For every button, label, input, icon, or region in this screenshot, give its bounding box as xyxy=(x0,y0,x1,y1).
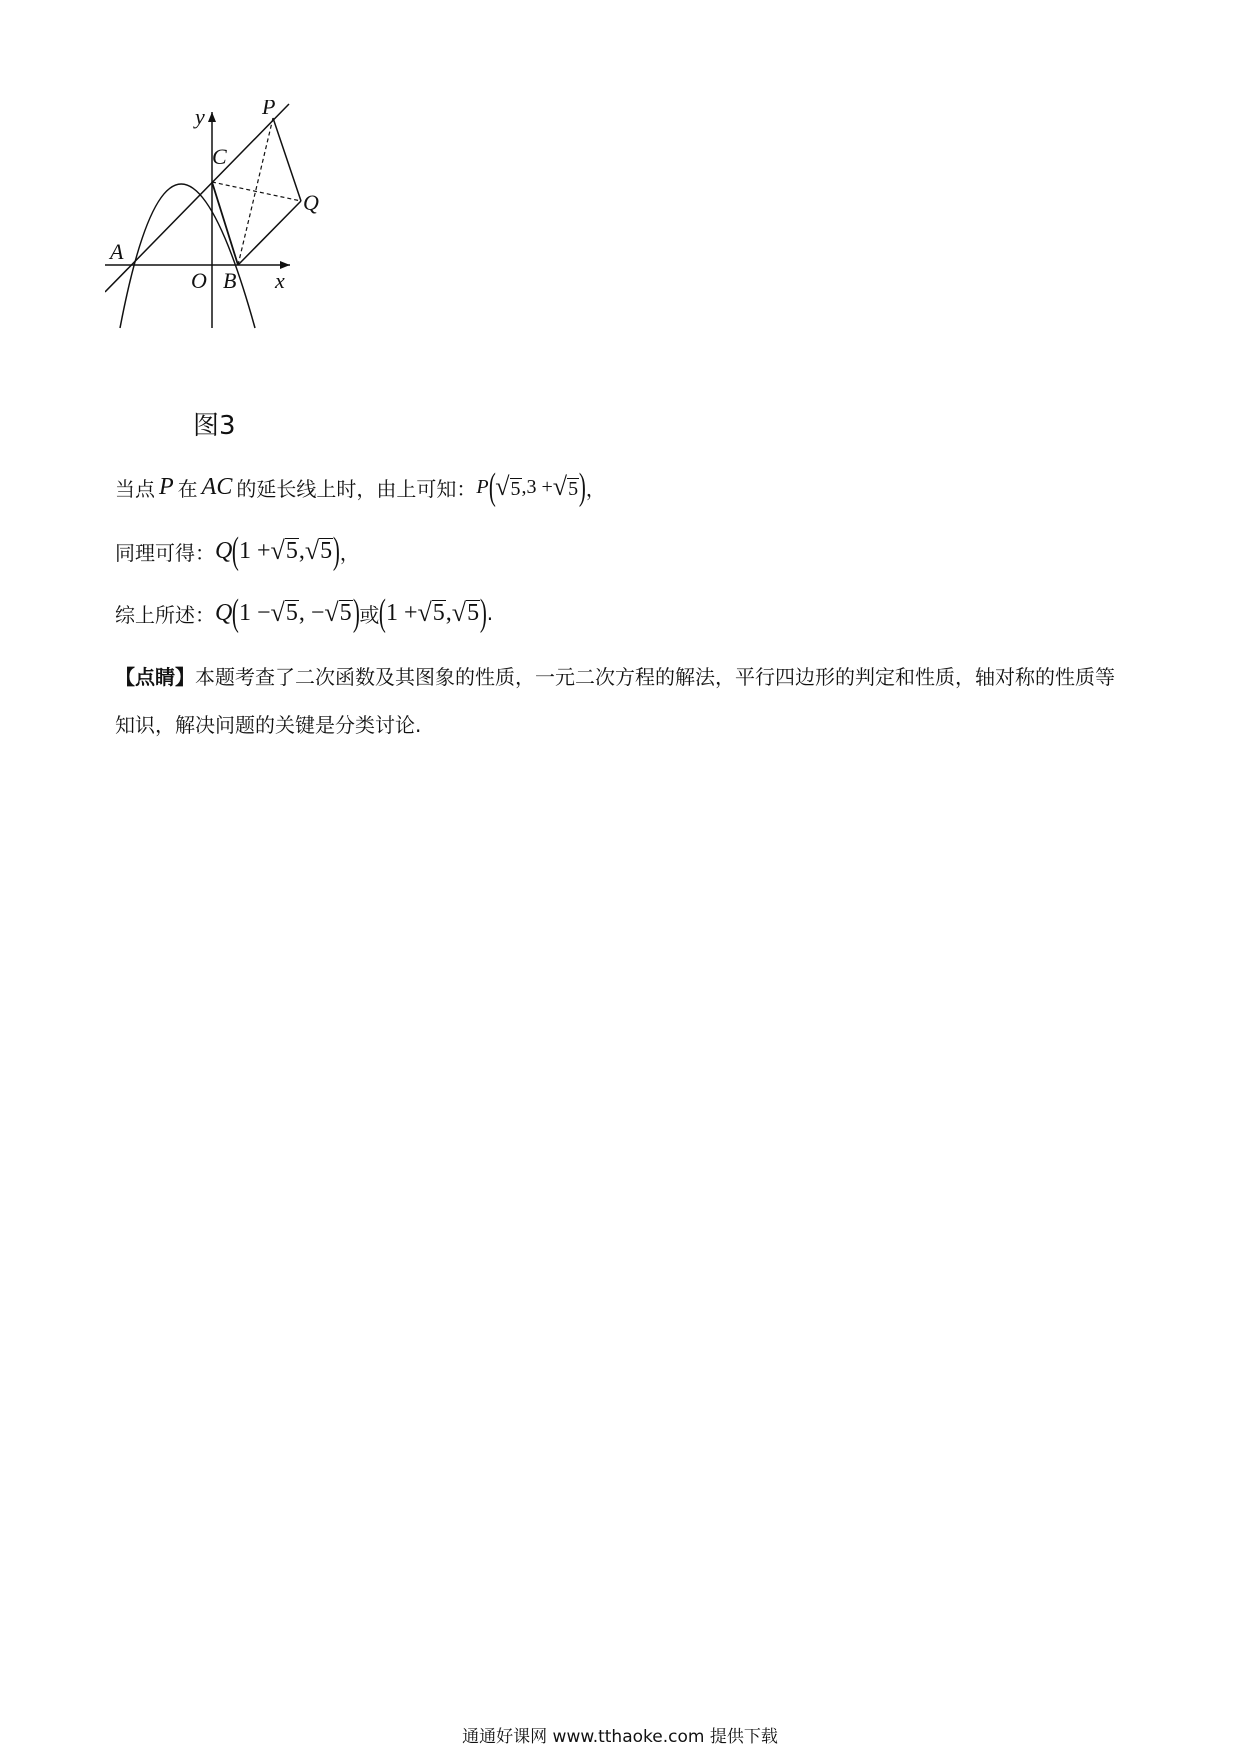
key-point-tag: 【点睛】 xyxy=(115,665,195,689)
point-expression-1: Q ( 1 − √ 5 , − √ 5 ) xyxy=(215,592,360,634)
label-p: P xyxy=(262,100,276,119)
solution-line-1 xyxy=(115,468,606,506)
parabola-diagram xyxy=(105,100,365,375)
label-b: B xyxy=(223,268,237,293)
diagonal-cq xyxy=(212,182,301,201)
solution-line-3 xyxy=(115,594,493,632)
text: 综上所述： xyxy=(115,602,215,627)
var-ac: AC xyxy=(201,473,233,500)
label-c: C xyxy=(212,144,227,169)
label-q: Q xyxy=(303,190,319,215)
label-a: A xyxy=(110,239,124,264)
label-o: O xyxy=(191,268,207,293)
var-p: P xyxy=(159,473,174,500)
text: ， xyxy=(585,476,606,501)
text: 或 xyxy=(359,602,380,627)
point-expression: Q ( 1 + √ 5 , √ 5 ) xyxy=(215,530,340,572)
segment-cb xyxy=(212,182,238,265)
text: 在 xyxy=(177,476,198,501)
label-x: x xyxy=(275,268,285,293)
point-expression-2: ( 1 + √ 5 , √ 5 ) xyxy=(379,592,487,634)
line-ac xyxy=(105,104,289,292)
point-expression: P ( √ 5 ,3 + √ 5 ) xyxy=(476,466,586,508)
label-y: y xyxy=(195,104,205,129)
text: ， xyxy=(339,540,360,565)
text: 的延长线上时，由上可知： xyxy=(236,476,477,501)
figure-caption: 图3 xyxy=(193,411,236,441)
key-point-text: 本题考查了二次函数及其图象的性质，一元二次方程的解法，平行四边形的判定和性质，轴对称的性质等知识，解决问题的关键是分类讨论. xyxy=(115,665,1115,737)
text: 同理可得： xyxy=(115,540,215,565)
y-axis-arrow xyxy=(208,112,216,122)
page-footer: 通通好课网 www.tthaoke.com 提供下载 xyxy=(462,1727,778,1747)
text: . xyxy=(486,601,494,625)
segment-qb xyxy=(238,201,301,265)
segment-pq xyxy=(273,118,301,201)
text: 当点 xyxy=(115,476,155,501)
solution-line-2 xyxy=(115,532,360,570)
key-point-paragraph xyxy=(115,653,1125,749)
